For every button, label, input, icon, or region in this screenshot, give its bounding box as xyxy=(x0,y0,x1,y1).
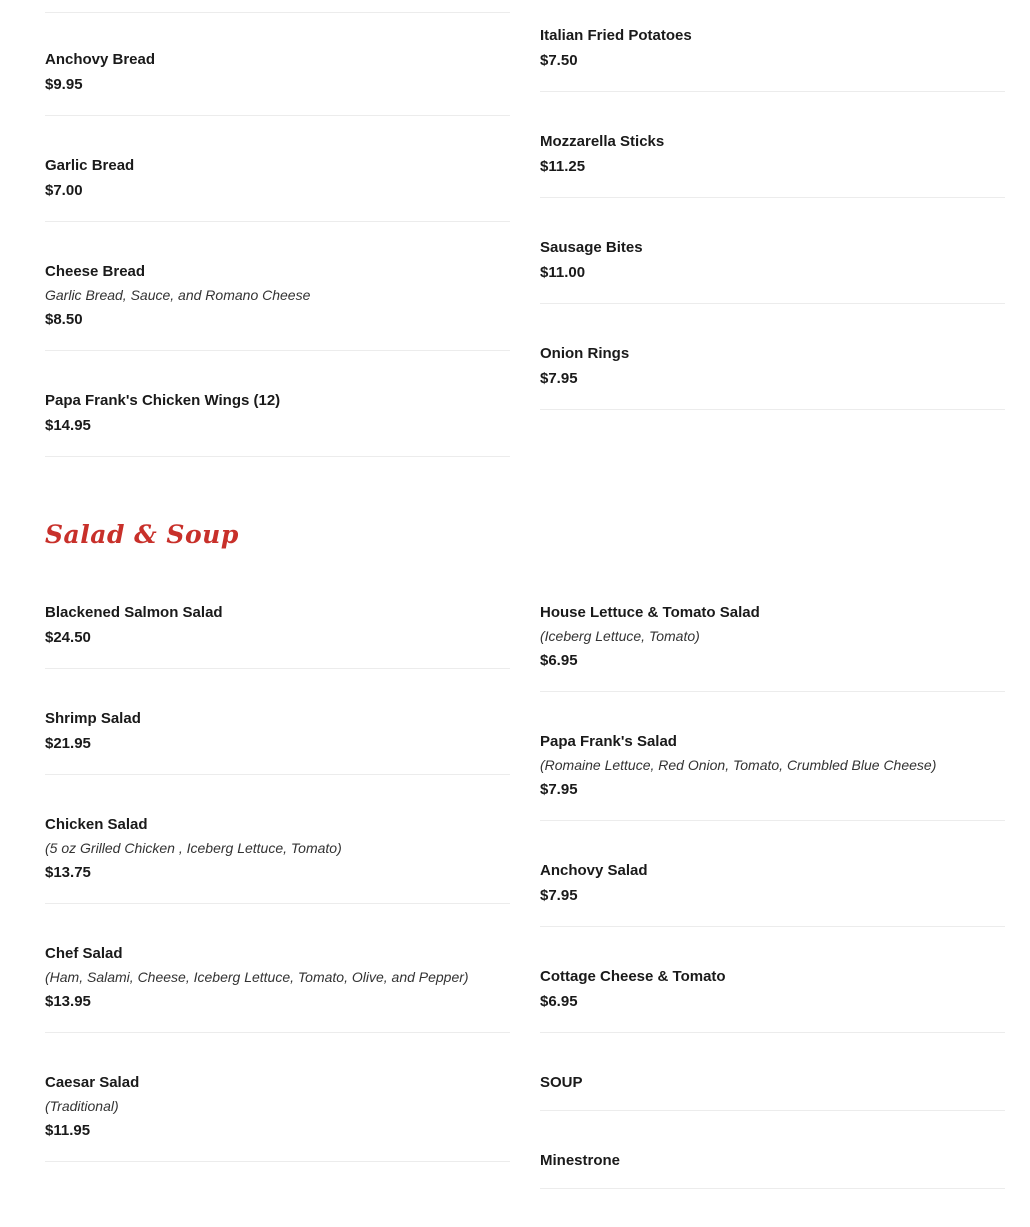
item-name: Papa Frank's Salad xyxy=(540,733,677,750)
item-price: $24.50 xyxy=(45,629,91,646)
item-name: Minestrone xyxy=(540,1152,621,1169)
menu-item xyxy=(540,236,1005,304)
salad-left-column xyxy=(45,601,510,1200)
item-description: (Iceberg Lettuce, Tomato) xyxy=(540,628,700,644)
item-name: Blackened Salmon Salad xyxy=(45,604,223,621)
menu-item xyxy=(45,813,510,904)
menu-subheading-soup xyxy=(540,1071,1005,1111)
item-price: $21.95 xyxy=(45,735,91,752)
menu-item xyxy=(45,942,510,1033)
item-description: (Traditional) xyxy=(45,1098,119,1114)
item-name: Italian Fried Potatoes xyxy=(540,27,692,44)
item-name: House Lettuce & Tomato Salad xyxy=(540,604,760,621)
item-price: $7.95 xyxy=(540,781,578,798)
item-price: $6.95 xyxy=(540,993,578,1010)
item-description: (5 oz Grilled Chicken , Iceberg Lettuce, Tomato) xyxy=(45,840,342,856)
item-price: $11.25 xyxy=(540,158,586,175)
menu-item xyxy=(540,24,1005,92)
item-price: $13.75 xyxy=(45,864,91,881)
appetizers-left-column xyxy=(45,48,510,495)
item-name: Onion Rings xyxy=(540,345,630,362)
item-name: Garlic Bread xyxy=(45,157,135,174)
item-name: Mozzarella Sticks xyxy=(540,133,665,150)
item-price: $7.00 xyxy=(45,182,83,199)
item-price: $11.00 xyxy=(540,264,586,281)
menu-item xyxy=(540,965,1005,1033)
menu-item xyxy=(45,260,510,351)
menu-item xyxy=(45,707,510,775)
menu-item xyxy=(540,130,1005,198)
item-price: $13.95 xyxy=(45,993,91,1010)
section-heading-salad-soup: Salad & Soup xyxy=(45,520,239,549)
item-name: SOUP xyxy=(540,1074,583,1091)
item-name: Cheese Bread xyxy=(45,263,146,280)
item-price: $9.95 xyxy=(45,76,83,93)
item-name: Anchovy Salad xyxy=(540,862,648,879)
menu-item xyxy=(540,601,1005,692)
item-price: $14.95 xyxy=(45,417,91,434)
menu-item xyxy=(540,342,1005,410)
menu-item xyxy=(540,730,1005,821)
menu-item xyxy=(540,859,1005,927)
item-price: $11.95 xyxy=(45,1122,91,1139)
item-name: Papa Frank's Chicken Wings (12) xyxy=(45,392,281,409)
item-price: $7.50 xyxy=(540,52,578,69)
menu-item xyxy=(45,389,510,457)
menu-item xyxy=(45,1071,510,1162)
menu-item xyxy=(540,1149,1005,1189)
item-price: $6.95 xyxy=(540,652,578,669)
top-divider xyxy=(45,12,510,13)
item-name: Chef Salad xyxy=(45,945,123,962)
item-price: $8.50 xyxy=(45,311,83,328)
item-name: Anchovy Bread xyxy=(45,51,156,68)
item-price: $7.95 xyxy=(540,887,578,904)
menu-item xyxy=(45,48,510,116)
item-description: (Romaine Lettuce, Red Onion, Tomato, Crumbled Blue Cheese) xyxy=(540,757,937,773)
item-description: Garlic Bread, Sauce, and Romano Cheese xyxy=(45,287,311,303)
item-name: Cottage Cheese & Tomato xyxy=(540,968,726,985)
item-name: Chicken Salad xyxy=(45,816,148,833)
item-price: $7.95 xyxy=(540,370,578,387)
salad-right-column xyxy=(540,601,1005,1227)
item-name: Shrimp Salad xyxy=(45,710,141,727)
appetizers-right-column xyxy=(540,24,1005,448)
menu-item xyxy=(45,154,510,222)
menu-item xyxy=(45,601,510,669)
item-description: (Ham, Salami, Cheese, Iceberg Lettuce, Tomato, Olive, and Pepper) xyxy=(45,969,469,985)
item-name: Sausage Bites xyxy=(540,239,643,256)
item-name: Caesar Salad xyxy=(45,1074,140,1091)
